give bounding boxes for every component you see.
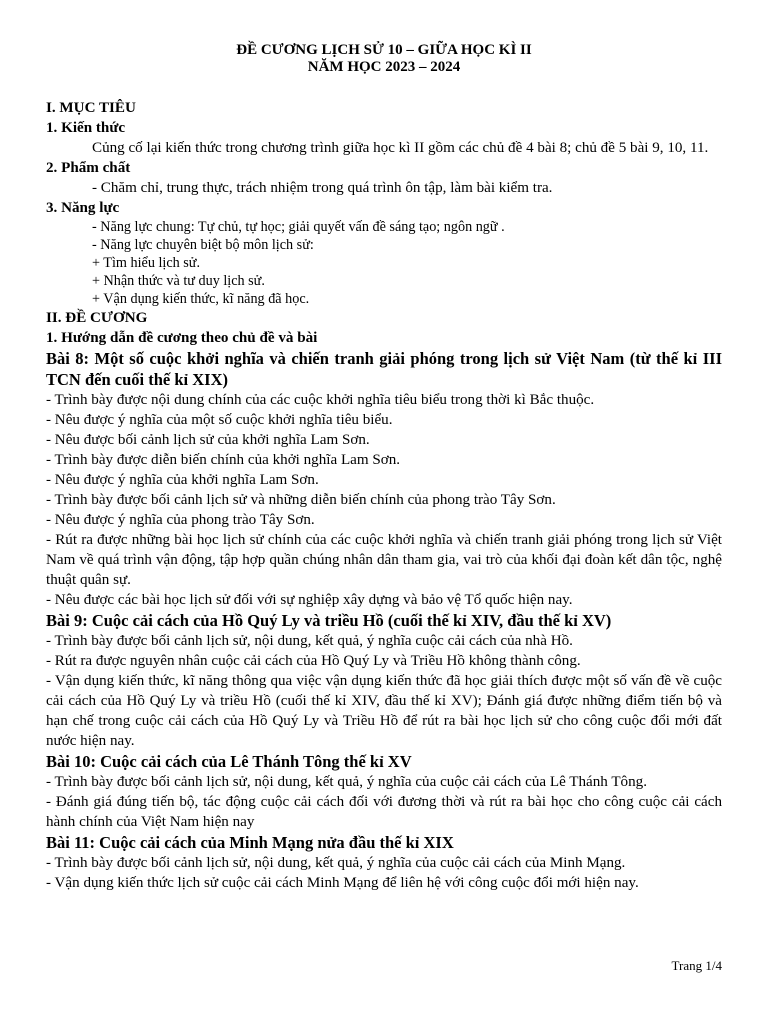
outline-subheading: 1. Hướng dẫn đề cương theo chủ đề và bài — [46, 330, 318, 346]
lesson-item: - Nêu được ý nghĩa của khởi nghĩa Lam Sơn. — [46, 472, 319, 488]
lesson-item: - Trình bày được diễn biến chính của khởi nghĩa Lam Sơn. — [46, 452, 401, 468]
competency-item: - Năng lực chuyên biệt bộ môn lịch sử: — [92, 237, 314, 253]
subsection-heading-qualities: 2. Phẩm chất — [46, 160, 131, 176]
competency-item: + Nhận thức và tư duy lịch sử. — [92, 273, 265, 289]
lesson-item: - Nêu được ý nghĩa của một số cuộc khởi nghĩa tiêu biểu. — [46, 412, 393, 428]
qualities-text: - Chăm chỉ, trung thực, trách nhiệm trong quá trình ôn tập, làm bài kiểm tra. — [92, 180, 553, 196]
lesson-title: Bài 8: Một số cuộc khởi nghĩa và chiến tranh giải phóng trong lịch sử Việt Nam (từ thế kỉ III TCN đến cuối thế kỉ XIX) — [46, 349, 722, 389]
competency-item: + Tìm hiểu lịch sử. — [92, 255, 201, 271]
lesson-title: Bài 9: Cuộc cải cách của Hồ Quý Ly và triều Hồ (cuối thế kỉ XIV, đầu thế kỉ XV) — [46, 611, 612, 630]
document-body — [46, 98, 722, 893]
competency-item: + Vận dụng kiến thức, kĩ năng đã học. — [92, 291, 310, 307]
lesson-title: Bài 10: Cuộc cải cách của Lê Thánh Tông thế kỉ XV — [46, 752, 412, 771]
lesson-item: - Nêu được bối cảnh lịch sử của khởi nghĩa Lam Sơn. — [46, 432, 370, 448]
competency-item: - Năng lực chung: Tự chủ, tự học; giải quyết vấn đề sáng tạo; ngôn ngữ . — [92, 219, 505, 235]
subsection-heading-knowledge: 1. Kiến thức — [46, 120, 126, 136]
lesson-item: - Trình bày được bối cảnh lịch sử và những diễn biến chính của phong trào Tây Sơn. — [46, 492, 556, 508]
knowledge-text: Củng cố lại kiến thức trong chương trình giữa học kì II gồm các chủ đề 4 bài 8; chủ đề 5 bài 9, 10, 11. — [92, 140, 709, 156]
lesson-item: - Trình bày được nội dung chính của các cuộc khởi nghĩa tiêu biểu trong thời kì Bắc thuộc. — [46, 392, 595, 408]
lesson-item: - Đánh giá đúng tiến bộ, tác động cuộc cải cách đối với đương thời và rút ra bài học cho công cuộc cải cách hành chính của Việt Nam hiện nay — [46, 794, 722, 830]
lesson-item: - Nêu được ý nghĩa của phong trào Tây Sơn. — [46, 512, 315, 528]
page-number: Trang 1/4 — [671, 958, 722, 973]
lesson-item: - Nêu được các bài học lịch sử đối với sự nghiệp xây dựng và bảo vệ Tổ quốc hiện nay. — [46, 592, 573, 608]
lesson-item: - Trình bày được bối cảnh lịch sử, nội dung, kết quả, ý nghĩa cuộc cải cách của nhà Hồ. — [46, 633, 573, 649]
lesson-item: - Trình bày được bối cảnh lịch sử, nội dung, kết quả, ý nghĩa của cuộc cải cách của Minh Mạng. — [46, 855, 626, 871]
document-subtitle: NĂM HỌC 2023 – 2024 — [307, 59, 461, 75]
document-title: ĐỀ CƯƠNG LỊCH SỬ 10 – GIỮA HỌC KÌ II — [236, 42, 532, 58]
section-heading-objectives: I. MỤC TIÊU — [46, 100, 136, 116]
lesson-item: - Rút ra được nguyên nhân cuộc cải cách của Hồ Quý Ly và Triều Hồ không thành công. — [46, 653, 581, 669]
lesson-item: - Vận dụng kiến thức lịch sử cuộc cải cách Minh Mạng để liên hệ với công cuộc đổi mới hiện nay. — [46, 875, 639, 891]
section-heading-outline: II. ĐỀ CƯƠNG — [46, 310, 148, 326]
lesson-item: - Rút ra được những bài học lịch sử chính của các cuộc khởi nghĩa và chiến tranh giải phóng trong lịch sử Việt Nam về quá trình vận động, tập hợp quần chúng nhân dân tham gia, vai trò của khối đại đoàn kết dân tộc, nghệ thuật quân sự. — [46, 532, 722, 588]
lesson-item: - Trình bày được bối cảnh lịch sử, nội dung, kết quả, ý nghĩa của cuộc cải cách của Lê Thánh Tông. — [46, 774, 647, 790]
lesson-title: Bài 11: Cuộc cải cách của Minh Mạng nửa đầu thế kỉ XIX — [46, 833, 454, 852]
lesson-item: - Vận dụng kiến thức, kĩ năng thông qua việc vận dụng kiến thức đã học giải thích được một số vấn đề về cuộc cải cách của Hồ Quý Ly và triều Hồ (cuối thế kỉ XIV, đầu thế kỉ XV); Đánh giá được những điểm tiến bộ và hạn chế trong cuộc cải cách của Hồ Quý Ly và Triều Hồ để rút ra bài học lịch sử cho công cuộc đổi mới đất nước hiện nay. — [46, 673, 722, 749]
subsection-heading-competencies: 3. Năng lực — [46, 200, 120, 216]
